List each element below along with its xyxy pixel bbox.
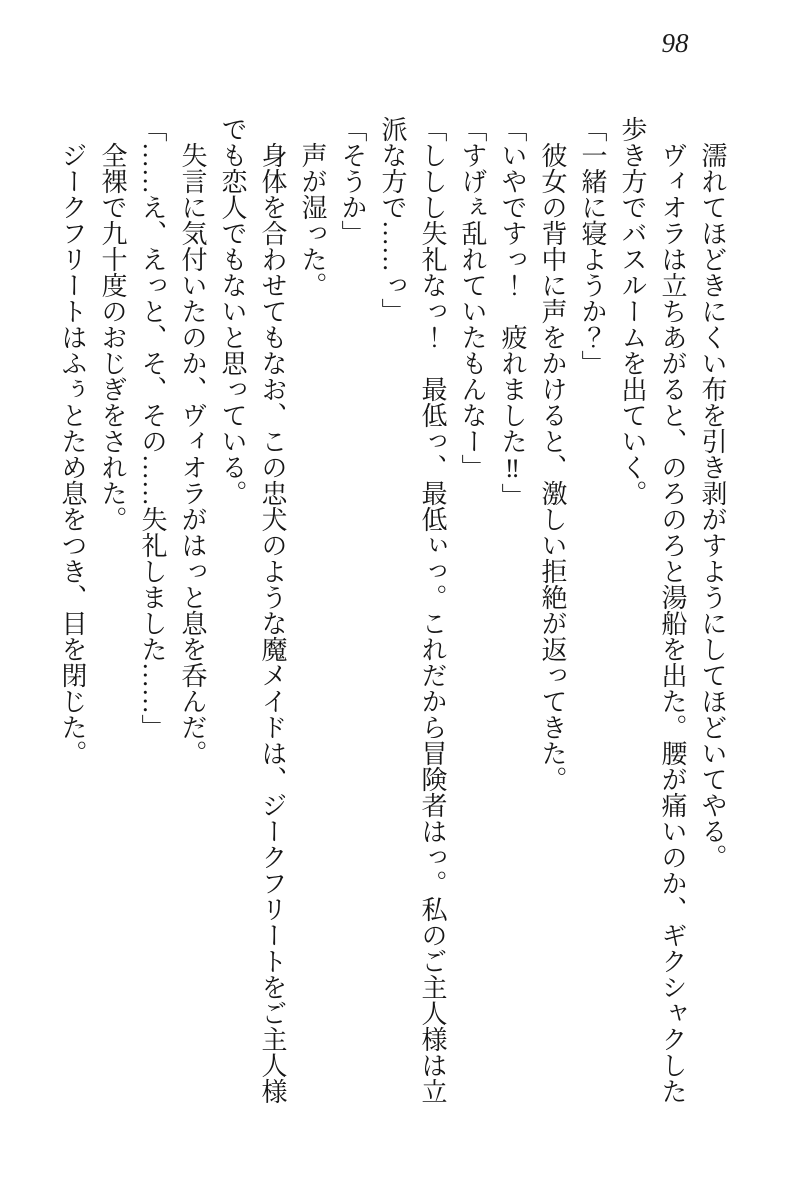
- paragraph-line: 声が湿った。: [298, 142, 327, 298]
- paragraph-line: 全裸で九十度のおじぎをされた。: [98, 142, 127, 532]
- paragraph-line: 失言に気付いたのか、ヴィオラがはっと息を呑んだ。: [178, 142, 207, 766]
- page-number: 98: [661, 28, 689, 58]
- dialogue-line: 「一緒に寝ようか？」: [578, 116, 607, 376]
- paragraph-line: ジークフリートはふぅとため息をつき、目を閉じた。: [58, 142, 87, 766]
- dialogue-line: 「いやですっ！ 疲れました‼」: [498, 116, 527, 509]
- paragraph-line: 身体を合わせてもなお、この忠犬のような魔メイドは、ジークフリートをご主人様でも恋人でもないと思っている。: [218, 116, 287, 1104]
- dialogue-line: 「ししし失礼なっ！ 最低っ、最低ぃっ。これだから冒険者はっ。私のご主人様は立派な方で……っ」: [378, 116, 447, 1104]
- dialogue-line: 「すげぇ乱れていたもんなー」: [458, 116, 487, 480]
- paragraph-line: 濡れてほどきにくい布を引き剥がすようにしてほどいてやる。: [698, 142, 727, 870]
- paragraph-line: 彼女の背中に声をかけると、激しい拒絶が返ってきた。: [538, 142, 567, 792]
- vertical-text-block: [52, 116, 732, 1104]
- dialogue-line: 「……え、えっと、そ、その……失礼しました……」: [138, 116, 167, 740]
- paragraph-line: ヴィオラは立ちあがると、のろのろと湯船を出た。腰が痛いのか、ギクシャクした歩き方でバスルームを出ていく。: [618, 116, 687, 1104]
- dialogue-line: 「そうか」: [338, 116, 367, 246]
